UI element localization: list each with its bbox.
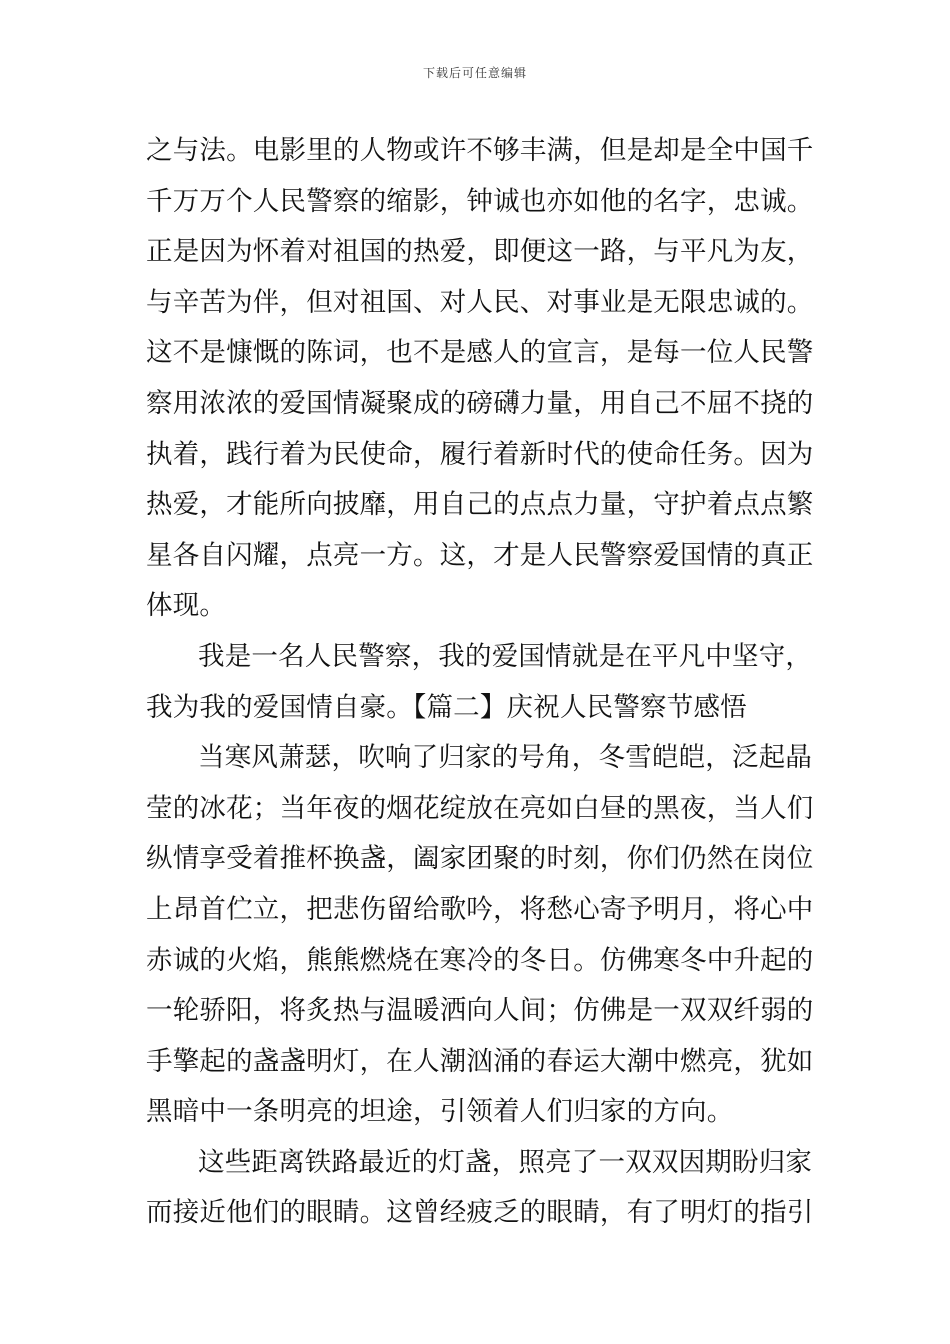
text-line: 上昂首伫立，把悲伤留给歌吟，将愁心寄予明月，将心中 bbox=[146, 893, 814, 925]
text-line: 之与法。电影里的人物或许不够丰满，但是却是全中国千 bbox=[146, 135, 814, 166]
text-line: 与辛苦为伴，但对祖国、对人民、对事业是无限忠诚的。 bbox=[146, 286, 814, 318]
text-line: 而接近他们的眼睛。这曾经疲乏的眼睛，有了明灯的指引 bbox=[146, 1197, 814, 1229]
text-line: 当寒风萧瑟，吹响了归家的号角，冬雪皑皑，泛起晶 bbox=[198, 742, 813, 774]
text-line: 赤诚的火焰，熊熊燃烧在寒冷的冬日。仿佛寒冬中升起的 bbox=[146, 944, 814, 976]
text-line: 千万万个人民警察的缩影，钟诚也亦如他的名字，忠诚。 bbox=[146, 185, 814, 217]
text-line: 察用浓浓的爱国情凝聚成的磅礴力量，用自己不屈不挠的 bbox=[146, 387, 814, 419]
text-line: 纵情享受着推杯换盏，阖家团聚的时刻，你们仍然在岗位 bbox=[146, 843, 814, 875]
text-line: 执着，践行着为民使命，履行着新时代的使命任务。因为 bbox=[146, 438, 814, 470]
page-header: 下载后可任意编辑 bbox=[422, 66, 527, 80]
text-line: 黑暗中一条明亮的坦途，引领着人们归家的方向。 bbox=[146, 1096, 734, 1128]
text-line: 正是因为怀着对祖国的热爱，即便这一路，与平凡为友， bbox=[146, 236, 814, 268]
text-line: 手擎起的盏盏明灯，在人潮汹涌的春运大潮中燃亮，犹如 bbox=[146, 1045, 814, 1077]
text-line: 星各自闪耀，点亮一方。这，才是人民警察爱国情的真正 bbox=[146, 539, 814, 571]
text-line: 热爱，才能所向披靡，用自己的点点力量，守护着点点繁 bbox=[146, 489, 814, 521]
text-line: 一轮骄阳，将炙热与温暖洒向人间；仿佛是一双双纤弱的 bbox=[146, 995, 814, 1027]
text-line: 这些距离铁路最近的灯盏，照亮了一双双因期盼归家 bbox=[198, 1146, 813, 1178]
text-line: 我是一名人民警察，我的爱国情就是在平凡中坚守， bbox=[198, 640, 813, 672]
text-line: 莹的冰花；当年夜的烟花绽放在亮如白昼的黑夜，当人们 bbox=[146, 792, 814, 824]
text-line: 这不是慷慨的陈词，也不是感人的宣言，是每一位人民警 bbox=[146, 337, 814, 369]
document-body bbox=[146, 126, 814, 1239]
text-line: 体现。 bbox=[146, 590, 227, 622]
text-line: 我为我的爱国情自豪。【篇二】庆祝人民警察节感悟 bbox=[146, 691, 747, 723]
